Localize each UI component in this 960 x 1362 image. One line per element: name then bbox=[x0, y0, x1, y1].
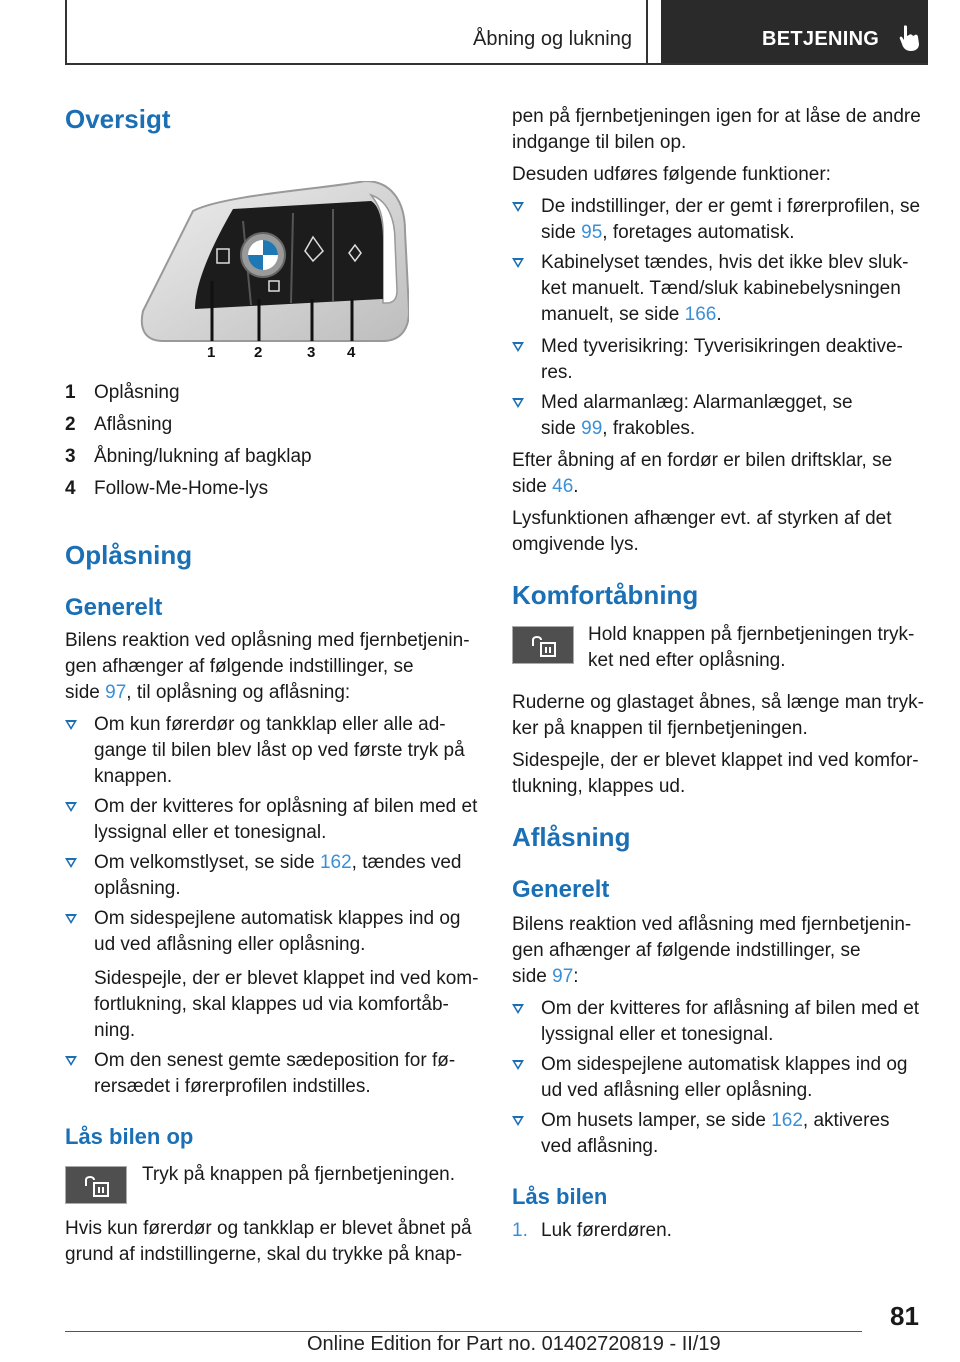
figure-label-2: 2 bbox=[254, 344, 263, 361]
bullet-triangle-icon bbox=[65, 720, 77, 730]
legend-text: Åbning/lukning af bagklap bbox=[94, 446, 312, 467]
bullet-triangle-icon bbox=[512, 258, 524, 268]
paragraph-line: Hvis kun førerdør og tankklap er blevet åbnet på bbox=[65, 1218, 472, 1239]
paragraph-line: gen afhænger af følgende indstillinger, se bbox=[65, 656, 414, 677]
heading-komfortabning: Komfortåbning bbox=[512, 580, 699, 610]
heading-aflasning: Aflåsning bbox=[512, 822, 631, 852]
paragraph-line: ket ned efter oplåsning. bbox=[588, 650, 786, 671]
header-section-tab bbox=[65, 0, 648, 64]
paragraph-line: grund af indstillingerne, skal du trykke på knap- bbox=[65, 1244, 463, 1265]
paragraph-line: tlukning, klappes ud. bbox=[512, 776, 686, 797]
page-link[interactable]: 166 bbox=[684, 304, 717, 325]
bullet-triangle-icon bbox=[512, 1004, 524, 1014]
header-rule bbox=[65, 63, 928, 65]
paragraph-line: Efter åbning af en fordør er bilen driftsklar, se bbox=[512, 450, 893, 471]
bullet-triangle-icon bbox=[65, 1056, 77, 1066]
paragraph-line: Bilens reaktion ved oplåsning med fjernbetjenin- bbox=[65, 630, 470, 651]
legend-text: Follow-Me-Home-lys bbox=[94, 478, 269, 499]
paragraph-line: Desuden udføres følgende funktioner: bbox=[512, 164, 831, 185]
bullet-triangle-icon bbox=[512, 202, 524, 212]
paragraph-line: gen afhænger af følgende indstillinger, se bbox=[512, 940, 861, 961]
pointing-hand-icon bbox=[897, 24, 921, 52]
page-link[interactable]: 162 bbox=[771, 1110, 803, 1131]
bullet-triangle-icon bbox=[512, 398, 524, 408]
page-link[interactable]: 95 bbox=[581, 222, 603, 243]
edition-footer: Online Edition for Part no. 01402720819 - II/19 bbox=[307, 1333, 721, 1355]
paragraph-line: Hold knappen på fjernbetjeningen tryk- bbox=[588, 624, 915, 645]
page-link[interactable]: 97 bbox=[105, 682, 127, 703]
bullet-triangle-icon bbox=[65, 914, 77, 924]
paragraph-line: omgivende lys. bbox=[512, 534, 639, 555]
paragraph-line: ker på knappen til fjernbetjeningen. bbox=[512, 718, 808, 739]
legend-num: 3 bbox=[65, 446, 76, 467]
heading-oversigt: Oversigt bbox=[65, 104, 171, 134]
bullet-triangle-icon bbox=[65, 858, 77, 868]
subheading-las-bilen: Lås bilen bbox=[512, 1184, 608, 1209]
figure-label-1: 1 bbox=[207, 344, 216, 361]
header-section-title: Åbning og lukning bbox=[472, 28, 632, 50]
legend-num: 2 bbox=[65, 414, 76, 435]
subheading-las-bilen-op: Lås bilen op bbox=[65, 1124, 194, 1149]
bullet-triangle-icon bbox=[512, 342, 524, 352]
key-fob-figure bbox=[133, 181, 409, 362]
bullet-triangle-icon bbox=[512, 1116, 524, 1126]
paragraph-line: Lysfunktionen afhænger evt. af styrken af det bbox=[512, 508, 892, 529]
page-number: 81 bbox=[890, 1301, 919, 1331]
step-item bbox=[512, 1218, 528, 1244]
page-link[interactable]: 97 bbox=[552, 966, 574, 987]
figure-label-3: 3 bbox=[307, 344, 316, 361]
legend-text: Aflåsning bbox=[94, 414, 173, 435]
heading-oplasning: Oplåsning bbox=[65, 540, 193, 570]
paragraph-line: Bilens reaktion ved aflåsning med fjernbetjenin- bbox=[512, 914, 912, 935]
footer-rule bbox=[65, 1331, 862, 1332]
legend-num: 1 bbox=[65, 382, 76, 403]
header-chapter-title: BETJENING bbox=[762, 28, 880, 50]
page-link[interactable]: 99 bbox=[581, 418, 603, 439]
step-number: 1. bbox=[512, 1220, 528, 1241]
page-link[interactable]: 162 bbox=[319, 852, 352, 873]
unlock-icon bbox=[531, 634, 557, 658]
unlock-button-icon-box bbox=[512, 626, 574, 664]
paragraph-line: Sidespejle, der er blevet klappet ind ved komfor- bbox=[512, 750, 919, 771]
step-text: Luk førerdøren. bbox=[541, 1220, 672, 1241]
legend-text: Oplåsning bbox=[94, 382, 180, 403]
paragraph-line: Ruderne og glastaget åbnes, så længe man tryk- bbox=[512, 692, 924, 713]
unlock-icon bbox=[84, 1174, 110, 1198]
paragraph-line: side 97: bbox=[512, 966, 579, 987]
header-chapter-tab bbox=[661, 0, 928, 64]
subheading-generelt: Generelt bbox=[65, 594, 163, 621]
unlock-button-icon-box bbox=[65, 1166, 127, 1204]
bullet-triangle-icon bbox=[512, 1060, 524, 1070]
page-link[interactable]: 46 bbox=[552, 476, 574, 497]
legend-num: 4 bbox=[65, 478, 76, 499]
figure-label-4: 4 bbox=[347, 344, 356, 361]
paragraph-line: Tryk på knappen på fjernbetjeningen. bbox=[142, 1164, 456, 1185]
paragraph-line: pen på fjernbetjeningen igen for at låse de andre bbox=[512, 106, 921, 127]
paragraph-line: side 97, til oplåsning og aflåsning: bbox=[65, 682, 351, 703]
paragraph-line: side 46. bbox=[512, 476, 579, 497]
paragraph-line: indgange til bilen op. bbox=[512, 132, 687, 153]
subheading-generelt: Generelt bbox=[512, 876, 610, 903]
bullet-triangle-icon bbox=[65, 802, 77, 812]
